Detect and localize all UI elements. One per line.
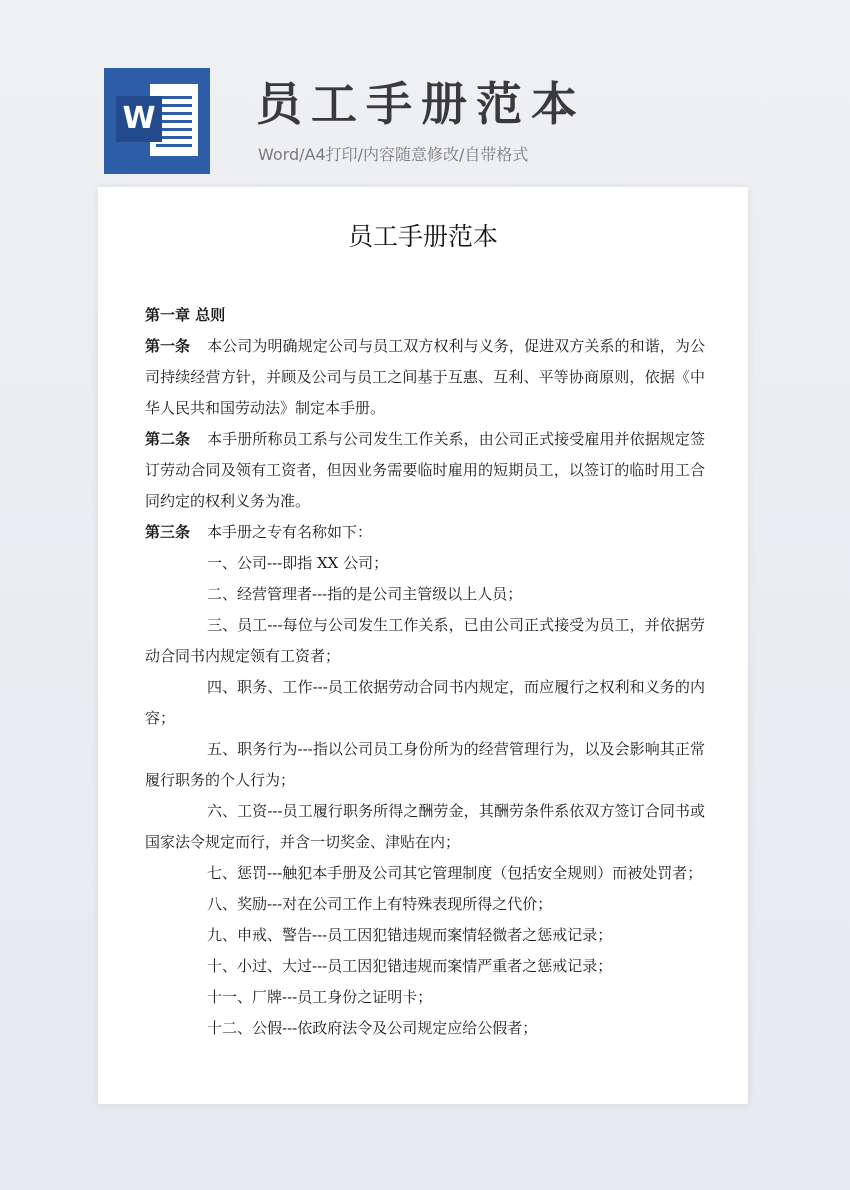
article-number: 第一条	[145, 337, 191, 355]
definition-item: 五、职务行为---指以公司员工身份所为的经营管理行为，以及会影响其正常履行职务的个人行为；	[145, 740, 705, 789]
definition-item: 十、小过、大过---员工因犯错违规而案情严重者之惩戒记录；	[207, 957, 613, 975]
article-2	[145, 424, 705, 517]
document-page	[98, 187, 748, 1104]
article-text: 本公司为明确规定公司与员工双方权利与义务，促进双方关系的和谐，为公司持续经营方针，并顾及公司与员工之间基于互惠、互利、平等协商原则，依据《中华人民共和国劳动法》制定本手册。	[145, 337, 705, 417]
article-1	[145, 331, 705, 424]
article-number: 第二条	[145, 430, 191, 448]
definition-item: 十二、公假---依政府法令及公司规定应给公假者；	[207, 1019, 538, 1037]
definition-item: 七、惩罚---触犯本手册及公司其它管理制度（包括安全规则）而被处罚者；	[207, 864, 703, 882]
definition-item: 十一、厂牌---员工身份之证明卡；	[207, 988, 433, 1006]
word-icon	[104, 68, 210, 174]
banner-subtitle: Word/A4打印/内容随意修改/自带格式	[258, 145, 529, 164]
document-body	[145, 300, 705, 1044]
definition-item: 九、申戒、警告---员工因犯错违规而案情轻微者之惩戒记录；	[207, 926, 613, 944]
banner-title: 员工手册范本	[256, 77, 586, 131]
article-number: 第三条	[145, 523, 191, 541]
definition-item: 二、经营管理者---指的是公司主管级以上人员；	[207, 585, 523, 603]
document-title: 员工手册范本	[347, 222, 498, 251]
definition-item: 八、奖励---对在公司工作上有特殊表现所得之代价；	[207, 895, 553, 913]
definition-item: 四、职务、工作---员工依据劳动合同书内规定，而应履行之权利和义务的内容；	[145, 678, 705, 727]
article-text: 本手册所称员工系与公司发生工作关系，由公司正式接受雇用并依据规定签订劳动合同及领有工资者，但因业务需要临时雇用的短期员工，以签订的临时用工合同约定的权利义务为准。	[145, 430, 705, 510]
article-3	[145, 517, 705, 548]
definition-item: 三、员工---每位与公司发生工作关系，已由公司正式接受为员工，并依据劳动合同书内规定领有工资者；	[145, 616, 705, 665]
word-letter: W	[116, 96, 162, 142]
article-text: 本手册之专有名称如下：	[207, 523, 373, 541]
definition-item: 一、公司---即指 XX 公司；	[207, 554, 389, 572]
chapter-heading: 第一章 总则	[145, 306, 226, 324]
definition-item: 六、工资---员工履行职务所得之酬劳金，其酬劳条件系依双方签订合同书或国家法令规定而行，并含一切奖金、津贴在内；	[145, 802, 705, 851]
